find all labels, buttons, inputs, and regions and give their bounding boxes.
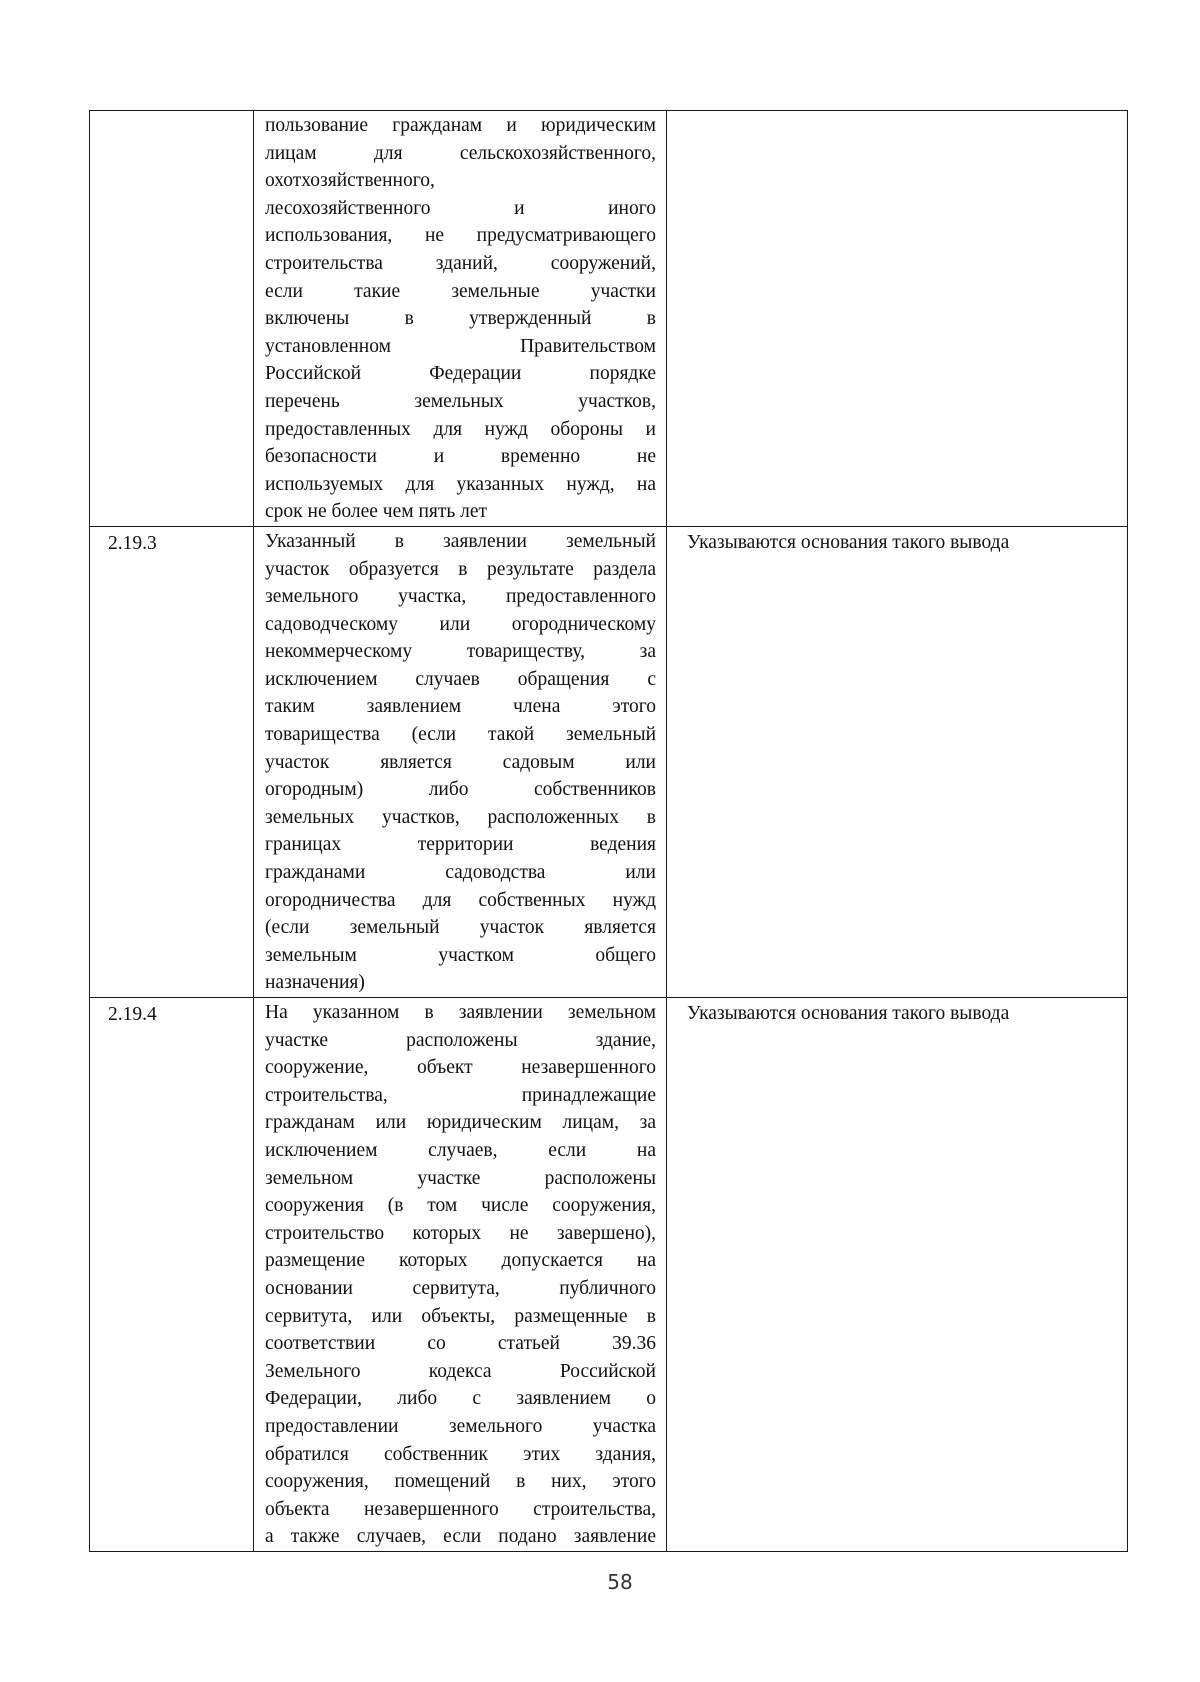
condition-line: лицам для сельскохозяйственного, [265, 142, 656, 164]
condition-line: участке расположены здание, [265, 1029, 656, 1051]
condition-line: границах территории ведения [265, 834, 656, 856]
condition-line: исключением случаев обращения с [265, 668, 656, 690]
condition-cell [254, 111, 667, 527]
condition-line: размещение которых допускается на [265, 1250, 656, 1272]
condition-line: садоводческому или огородническому [265, 613, 656, 635]
condition-line: строительства зданий, сооружений, [265, 252, 656, 274]
condition-line: земельном участке расположены [265, 1167, 656, 1189]
condition-line: сервитута, или объекты, размещенные в [265, 1305, 656, 1327]
table-row [90, 526, 1128, 997]
note-cell: Указываются основания такого вывода [667, 998, 1128, 1552]
condition-line: огородничества для собственных нужд [265, 889, 656, 911]
row-number-cell [90, 111, 254, 527]
condition-line: безопасности и временно не [265, 446, 656, 468]
condition-line: участок является садовым или [265, 751, 656, 773]
condition-line: земельным участком общего [265, 944, 656, 966]
note-cell [667, 111, 1128, 527]
condition-line: основании сервитута, публичного [265, 1277, 656, 1299]
condition-line: используемых для указанных нужд, на [265, 473, 656, 495]
condition-line: Российской Федерации порядке [265, 363, 656, 385]
table-row [90, 998, 1128, 1552]
table-body [90, 111, 1128, 1552]
row-number-cell: 2.19.3 [90, 526, 254, 997]
condition-line: (если земельный участок является [265, 917, 656, 939]
condition-line: огородным) либо собственников [265, 779, 656, 801]
condition-line: срок не более чем пять лет [265, 501, 488, 523]
condition-line: гражданами садоводства или [265, 862, 656, 884]
condition-line: Указанный в заявлении земельный [265, 530, 656, 552]
condition-line: соответствии со статьей 39.36 [265, 1333, 656, 1355]
condition-line: земельного участка, предоставленного [265, 586, 656, 608]
table-row [90, 111, 1128, 527]
condition-line: участок образуется в результате раздела [265, 558, 656, 580]
condition-line: строительство которых не завершено), [265, 1222, 656, 1244]
grounds-table [89, 110, 1128, 1552]
note-cell: Указываются основания такого вывода [667, 526, 1128, 997]
condition-line: сооружения, помещений в них, этого [265, 1471, 656, 1493]
condition-line: а также случаев, если подано заявление [265, 1526, 656, 1548]
condition-line: гражданам или юридическим лицам, за [265, 1112, 656, 1134]
condition-line: земельных участков, расположенных в [265, 806, 656, 828]
page-number: 58 [607, 1570, 633, 1594]
condition-line: пользование гражданам и юридическим [265, 115, 656, 136]
condition-cell [254, 998, 667, 1552]
condition-line: включены в утвержденный в [265, 308, 656, 330]
condition-line: обратился собственник этих здания, [265, 1443, 656, 1465]
condition-cell [254, 526, 667, 997]
condition-line: строительства, принадлежащие [265, 1084, 656, 1106]
condition-line: использования, не предусматривающего [265, 225, 656, 247]
condition-line: охотхозяйственного, [265, 170, 435, 192]
condition-line: товарищества (если такой земельный [265, 724, 656, 746]
condition-line: предоставлении земельного участка [265, 1415, 656, 1437]
condition-line: назначения) [265, 972, 365, 994]
condition-line: объекта незавершенного строительства, [265, 1498, 656, 1520]
condition-line: Земельного кодекса Российской [265, 1360, 656, 1382]
condition-line: сооружение, объект незавершенного [265, 1057, 656, 1079]
condition-line: установленном Правительством [265, 335, 656, 357]
condition-line: Федерации, либо с заявлением о [265, 1388, 656, 1410]
condition-line: На указанном в заявлении земельном [265, 1002, 656, 1023]
condition-line: таким заявлением члена этого [265, 696, 656, 718]
condition-line: перечень земельных участков, [265, 390, 656, 412]
condition-line: если такие земельные участки [265, 280, 656, 302]
condition-line: исключением случаев, если на [265, 1139, 656, 1161]
condition-line: лесохозяйственного и иного [265, 197, 656, 219]
condition-line: сооружения (в том числе сооружения, [265, 1195, 656, 1217]
condition-line: предоставленных для нужд обороны и [265, 418, 656, 440]
row-number-cell: 2.19.4 [90, 998, 254, 1552]
condition-line: некоммерческому товариществу, за [265, 641, 656, 663]
